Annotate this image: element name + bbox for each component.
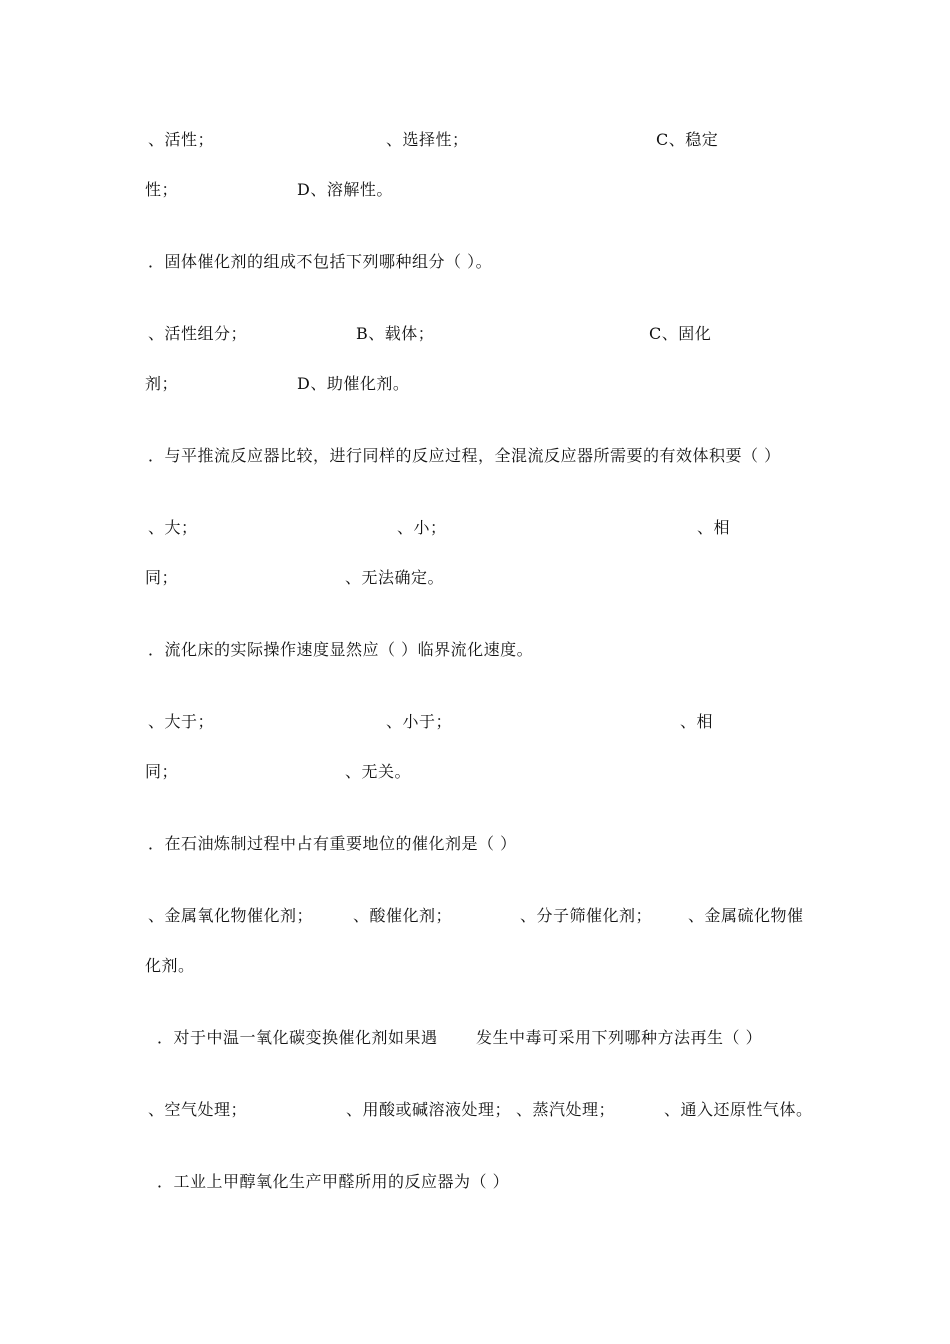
q3-option-a: 、大； xyxy=(148,518,198,537)
q5-option-d-continued: 化剂。 xyxy=(145,956,195,975)
q2-option-d: D、助催化剂。 xyxy=(297,374,410,393)
q3-stem: ．与平推流反应器比较，进行同样的反应过程，全混流反应器所需要的有效体积要（ ） xyxy=(148,446,781,465)
q3-option-c: 、相 xyxy=(697,518,731,537)
q6-option-c: 、蒸汽处理； xyxy=(516,1100,616,1119)
q4-option-c: 、相 xyxy=(680,712,714,731)
q6-option-d: 、通入还原性气体。 xyxy=(664,1100,813,1119)
q1-option-d: D、溶解性。 xyxy=(297,180,393,199)
q4-option-d: 、无关。 xyxy=(345,762,412,781)
q1-option-a: 、活性； xyxy=(148,130,215,149)
q7-stem: ．工业上甲醇氧化生产甲醛所用的反应器为（ ） xyxy=(157,1172,510,1191)
q4-option-a: 、大于； xyxy=(148,712,215,731)
q3-option-c-continued: 同； xyxy=(145,568,179,587)
q6-option-b: 、用酸或碱溶液处理； xyxy=(346,1100,512,1119)
q5-option-b: 、酸催化剂； xyxy=(353,906,453,925)
q4-option-b: 、小于； xyxy=(386,712,453,731)
q6-stem-part2: 发生中毒可采用下列哪种方法再生（ ） xyxy=(476,1028,763,1047)
q3-option-d: 、无法确定。 xyxy=(345,568,445,587)
q2-option-c: C、固化 xyxy=(649,324,712,343)
q3-option-b: 、小； xyxy=(397,518,447,537)
q5-option-d: 、金属硫化物催 xyxy=(688,906,804,925)
q5-option-c: 、分子筛催化剂； xyxy=(520,906,653,925)
q4-stem: ．流化床的实际操作速度显然应（ ）临界流化速度。 xyxy=(148,640,534,659)
q1-option-c: C、稳定 xyxy=(656,130,719,149)
q4-option-c-continued: 同； xyxy=(145,762,179,781)
q5-stem: ．在石油炼制过程中占有重要地位的催化剂是（ ） xyxy=(148,834,517,853)
q6-stem-part1: ．对于中温一氧化碳变换催化剂如果遇 xyxy=(157,1028,438,1047)
q6-option-a: 、空气处理； xyxy=(148,1100,248,1119)
q2-option-b: B、载体； xyxy=(356,324,435,343)
q2-option-c-continued: 剂； xyxy=(145,374,179,393)
q2-stem: ．固体催化剂的组成不包括下列哪种组分（ ）。 xyxy=(148,252,493,271)
q1-option-c-continued: 性； xyxy=(145,180,179,199)
q1-option-b: 、选择性； xyxy=(386,130,469,149)
q2-option-a: 、活性组分； xyxy=(148,324,248,343)
q5-option-a: 、金属氧化物催化剂； xyxy=(148,906,314,925)
